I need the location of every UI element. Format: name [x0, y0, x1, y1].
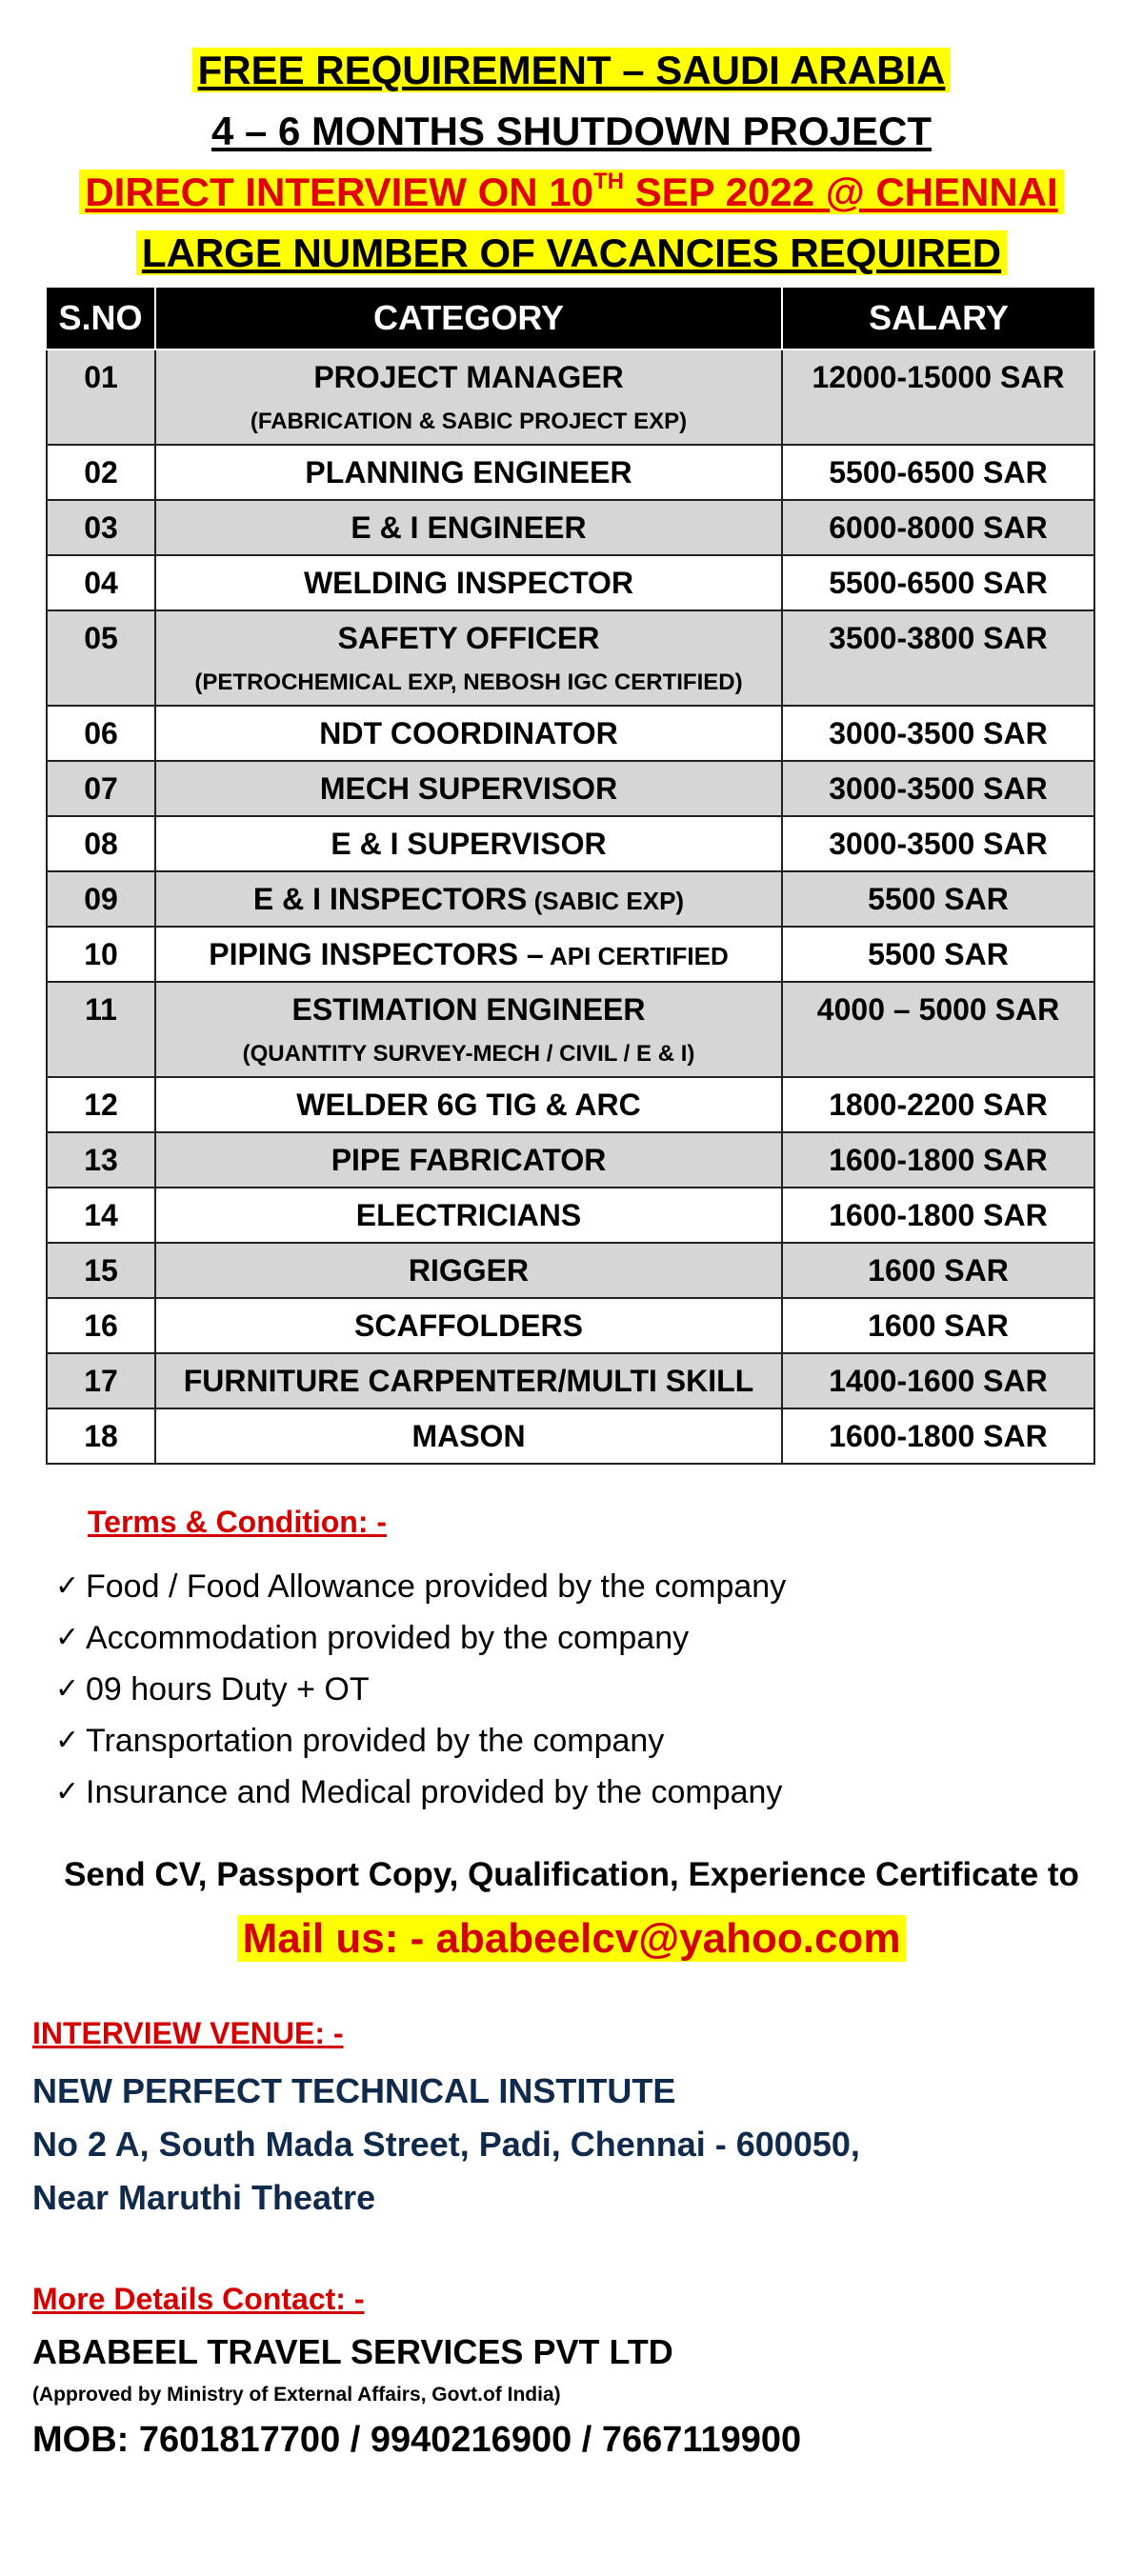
salary-cell: 12000-15000 SAR — [782, 349, 1094, 445]
category-cell — [155, 610, 782, 706]
term-text: Food / Food Allowance provided by the company — [86, 1568, 787, 1606]
sno-cell: 12 — [47, 1077, 155, 1132]
category-name: SCAFFOLDERS — [354, 1308, 583, 1344]
sno-cell: 18 — [47, 1408, 155, 1464]
title-heading: FREE REQUIREMENT – SAUDI ARABIA — [0, 50, 1143, 91]
salary-cell: 3500-3800 SAR — [782, 610, 1094, 706]
table-row — [47, 610, 1094, 706]
sno-cell: 03 — [47, 500, 155, 555]
category-name: WELDER 6G TIG & ARC — [296, 1088, 641, 1123]
salary-header: SALARY — [782, 288, 1094, 349]
table-row — [47, 761, 1094, 816]
vacancies-heading: LARGE NUMBER OF VACANCIES REQUIRED — [0, 232, 1143, 274]
table-body — [47, 349, 1094, 1464]
category-cell — [155, 555, 782, 610]
table-row — [47, 927, 1094, 982]
category-name: ESTIMATION ENGINEER — [291, 992, 646, 1028]
salary-cell: 3000-3500 SAR — [782, 816, 1094, 871]
salary-cell: 1600-1800 SAR — [782, 1408, 1094, 1464]
salary-cell: 1600-1800 SAR — [782, 1188, 1094, 1243]
table-header-row — [47, 288, 1094, 349]
mobile-numbers[interactable]: MOB: 7601817700 / 9940216900 / 7667119900 — [32, 2420, 802, 2461]
venue-name: NEW PERFECT TECHNICAL INSTITUTE — [32, 2071, 676, 2111]
category-cell — [155, 1408, 782, 1464]
sno-cell: 07 — [47, 761, 155, 816]
table-row — [47, 349, 1094, 445]
category-cell — [155, 1243, 782, 1298]
contact-label: More Details Contact: - — [32, 2282, 365, 2317]
category-cell — [155, 1132, 782, 1188]
table-row — [47, 816, 1094, 871]
table-row — [47, 982, 1094, 1077]
table-row — [47, 1077, 1094, 1132]
category-name: PLANNING ENGINEER — [305, 455, 632, 490]
sno-cell: 01 — [47, 349, 155, 445]
venue-address — [32, 2065, 1143, 2225]
list-item — [55, 1612, 1143, 1664]
sno-cell: 05 — [47, 610, 155, 706]
category-inline-note: (SABIC EXP) — [527, 887, 685, 916]
table-row — [47, 1298, 1094, 1353]
salary-cell: 5500 SAR — [782, 927, 1094, 982]
table-row — [47, 1243, 1094, 1298]
category-name: ELECTRICIANS — [355, 1198, 582, 1233]
sno-cell: 14 — [47, 1188, 155, 1243]
category-note: (PETROCHEMICAL EXP, NEBOSH IGC CERTIFIED) — [194, 669, 743, 696]
category-name: MASON — [411, 1419, 526, 1454]
category-header: CATEGORY — [155, 288, 782, 349]
sno-header: S.NO — [47, 288, 155, 349]
salary-cell: 1600 SAR — [782, 1243, 1094, 1298]
table-row — [47, 706, 1094, 761]
category-cell — [155, 1188, 782, 1243]
category-name: NDT COORDINATOR — [319, 716, 618, 751]
venue-landmark: Near Maruthi Theatre — [32, 2178, 376, 2218]
category-cell — [155, 349, 782, 445]
salary-cell: 3000-3500 SAR — [782, 706, 1094, 761]
vacancy-table — [46, 288, 1095, 1465]
category-note: (QUANTITY SURVEY-MECH / CIVIL / E & I) — [242, 1041, 695, 1068]
interview-date-heading: DIRECT INTERVIEW ON 10TH SEP 2022 @ CHENNAI — [0, 171, 1143, 213]
category-name: WELDING INSPECTOR — [303, 566, 634, 601]
category-name: PIPING INSPECTORS – — [209, 937, 544, 972]
list-item — [55, 1561, 1143, 1612]
category-name: E & I ENGINEER — [351, 510, 587, 546]
category-cell — [155, 1077, 782, 1132]
checkmark-icon: ✓ — [55, 1776, 80, 1808]
sno-cell: 02 — [47, 445, 155, 500]
send-cv-instruction: Send CV, Passport Copy, Qualification, Experience Certificate to — [64, 1856, 1079, 1894]
salary-cell: 1400-1600 SAR — [782, 1353, 1094, 1408]
category-cell — [155, 445, 782, 500]
category-name: SAFETY OFFICER — [337, 621, 600, 656]
email-address[interactable]: Mail us: - ababeelcv@yahoo.com — [237, 1915, 907, 1962]
mail-line — [0, 1915, 1143, 1963]
salary-cell: 1600-1800 SAR — [782, 1132, 1094, 1188]
term-text: 09 hours Duty + OT — [86, 1671, 370, 1708]
salary-cell: 1800-2200 SAR — [782, 1077, 1094, 1132]
checkmark-icon: ✓ — [55, 1622, 80, 1654]
category-name: FURNITURE CARPENTER/MULTI SKILL — [183, 1364, 754, 1399]
sno-cell: 15 — [47, 1243, 155, 1298]
category-cell — [155, 927, 782, 982]
category-name: RIGGER — [408, 1253, 530, 1288]
sno-cell: 10 — [47, 927, 155, 982]
sno-cell: 13 — [47, 1132, 155, 1188]
category-cell — [155, 816, 782, 871]
salary-cell: 6000-8000 SAR — [782, 500, 1094, 555]
salary-cell: 3000-3500 SAR — [782, 761, 1094, 816]
category-inline-note: API CERTIFIED — [543, 942, 729, 971]
term-text: Transportation provided by the company — [86, 1723, 665, 1760]
category-cell — [155, 500, 782, 555]
table-row — [47, 1188, 1094, 1243]
terms-title: Terms & Condition: - — [88, 1505, 388, 1540]
category-name: PIPE FABRICATOR — [331, 1143, 607, 1178]
approval-note: (Approved by Ministry of External Affairs, Govt.of India) — [32, 2384, 561, 2406]
category-name: MECH SUPERVISOR — [319, 771, 618, 807]
category-cell — [155, 761, 782, 816]
table-row — [47, 500, 1094, 555]
project-heading: 4 – 6 MONTHS SHUTDOWN PROJECT — [211, 109, 932, 154]
sno-cell: 11 — [47, 982, 155, 1077]
category-name: E & I INSPECTORS — [252, 882, 528, 917]
table-row — [47, 1353, 1094, 1408]
table-row — [47, 555, 1094, 610]
category-cell — [155, 982, 782, 1077]
list-item — [55, 1715, 1143, 1767]
sno-cell: 04 — [47, 555, 155, 610]
checkmark-icon: ✓ — [55, 1725, 80, 1757]
checkmark-icon: ✓ — [55, 1570, 80, 1603]
sno-cell: 08 — [47, 816, 155, 871]
category-cell — [155, 706, 782, 761]
company-name: ABABEEL TRAVEL SERVICES PVT LTD — [32, 2332, 673, 2372]
term-text: Accommodation provided by the company — [86, 1620, 690, 1657]
sno-cell: 17 — [47, 1353, 155, 1408]
list-item — [55, 1664, 1143, 1715]
category-note: (FABRICATION & SABIC PROJECT EXP) — [250, 409, 688, 435]
category-cell — [155, 1353, 782, 1408]
salary-cell: 4000 – 5000 SAR — [782, 982, 1094, 1077]
table-row — [47, 445, 1094, 500]
category-name: PROJECT MANAGER — [313, 360, 624, 395]
salary-cell: 5500-6500 SAR — [782, 555, 1094, 610]
category-cell — [155, 871, 782, 927]
job-advert-page — [0, 50, 1143, 2576]
salary-cell: 5500 SAR — [782, 871, 1094, 927]
table-row — [47, 1408, 1094, 1464]
sno-cell: 09 — [47, 871, 155, 927]
sno-cell: 16 — [47, 1298, 155, 1353]
checkmark-icon: ✓ — [55, 1673, 80, 1706]
category-name: E & I SUPERVISOR — [331, 827, 607, 862]
salary-cell: 5500-6500 SAR — [782, 445, 1094, 500]
venue-label: INTERVIEW VENUE: - — [32, 2016, 344, 2051]
sno-cell: 06 — [47, 706, 155, 761]
salary-cell: 1600 SAR — [782, 1298, 1094, 1353]
list-item — [55, 1767, 1143, 1818]
table-row — [47, 871, 1094, 927]
category-cell — [155, 1298, 782, 1353]
term-text: Insurance and Medical provided by the company — [86, 1774, 783, 1811]
terms-list — [55, 1561, 1143, 1818]
venue-street: No 2 A, South Mada Street, Padi, Chennai - 600050, — [32, 2125, 860, 2165]
table-row — [47, 1132, 1094, 1188]
